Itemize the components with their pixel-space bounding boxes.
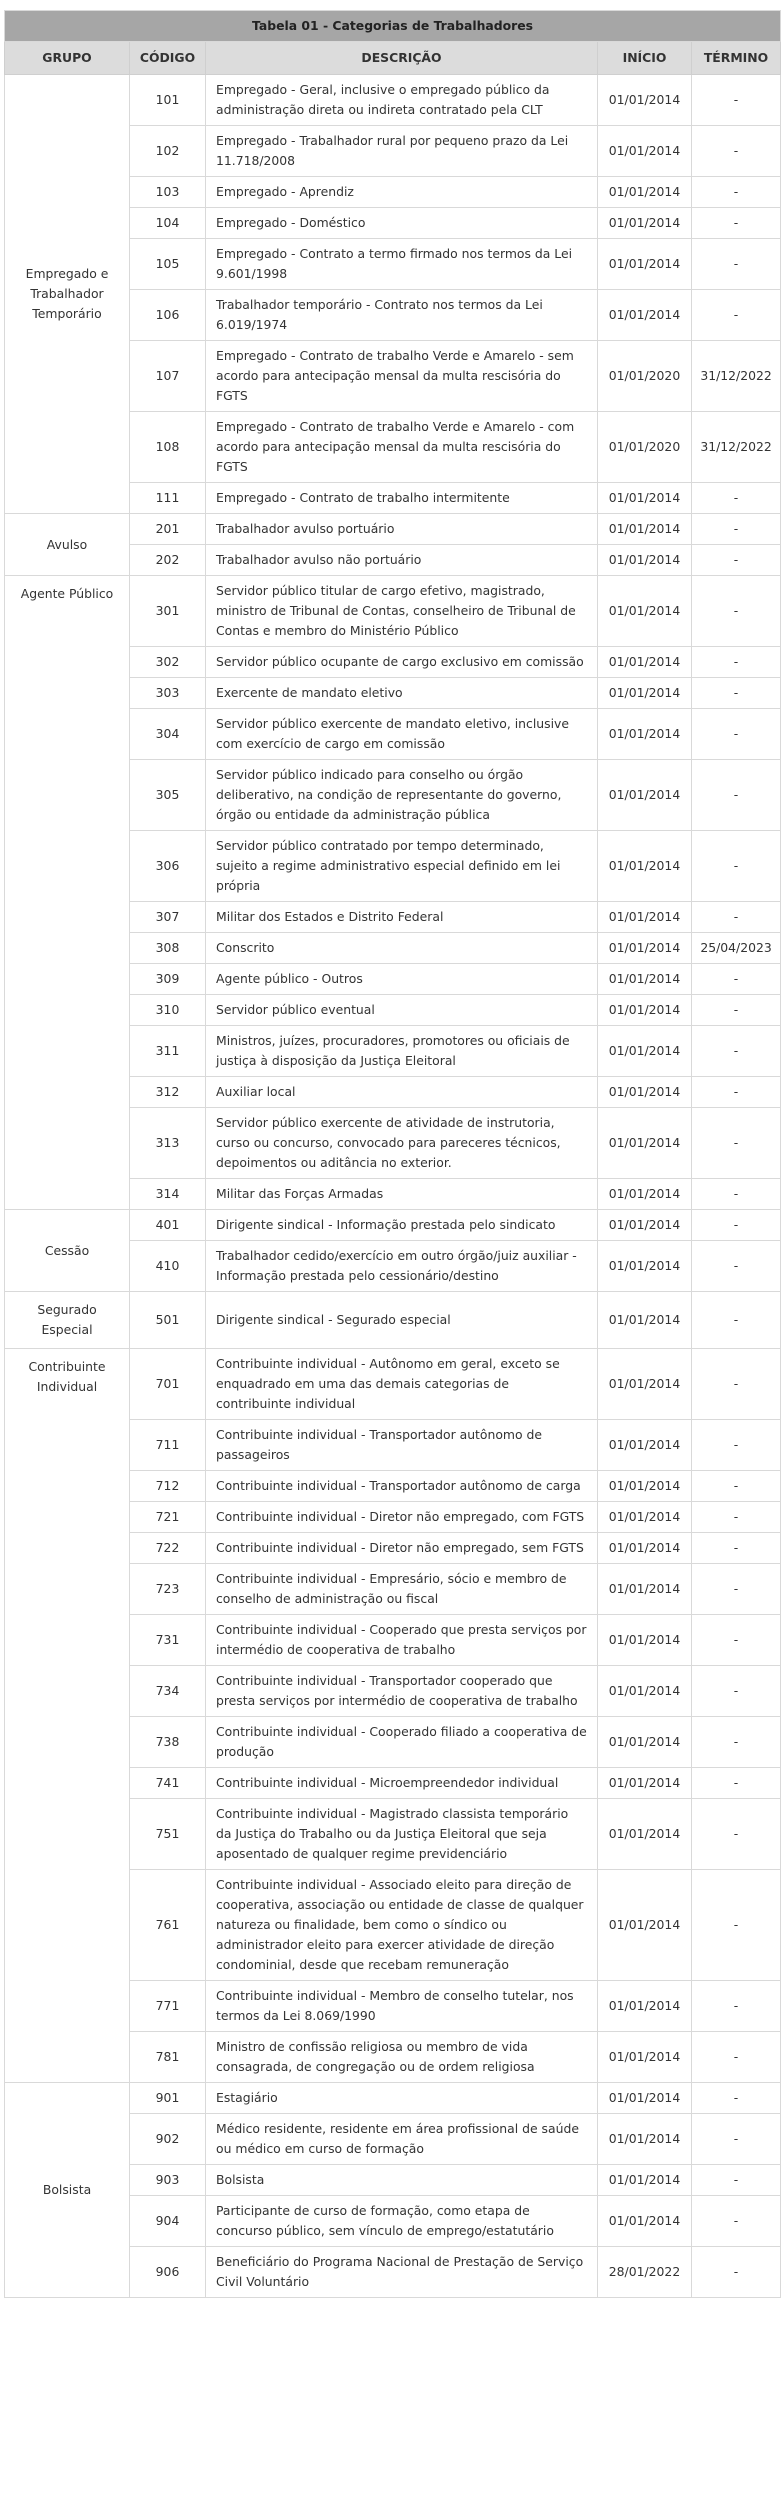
end-date-cell: - [692, 964, 781, 995]
code-cell: 308 [130, 933, 206, 964]
start-date-cell: 01/01/2014 [598, 760, 692, 831]
start-date-cell: 01/01/2014 [598, 1349, 692, 1420]
end-date-cell: - [692, 1471, 781, 1502]
description-cell: Servidor público exercente de atividade de instrutoria, curso ou concurso, convocado para pareceres técnicos, depoimentos ou aditância no exterior. [206, 1108, 598, 1179]
code-cell: 104 [130, 208, 206, 239]
code-cell: 102 [130, 126, 206, 177]
end-date-cell: - [692, 2032, 781, 2083]
description-cell: Empregado - Contrato de trabalho Verde e Amarelo - sem acordo para antecipação mensal da multa rescisória do FGTS [206, 341, 598, 412]
code-cell: 105 [130, 239, 206, 290]
table-row [5, 576, 781, 647]
end-date-cell: - [692, 1077, 781, 1108]
end-date-cell: - [692, 290, 781, 341]
description-cell: Servidor público exercente de mandato eletivo, inclusive com exercício de cargo em comissão [206, 709, 598, 760]
header-grupo: GRUPO [5, 42, 130, 75]
categories-table [4, 10, 781, 2298]
end-date-cell: - [692, 709, 781, 760]
end-date-cell: - [692, 514, 781, 545]
end-date-cell: 31/12/2022 [692, 341, 781, 412]
end-date-cell: - [692, 831, 781, 902]
code-cell: 902 [130, 2114, 206, 2165]
start-date-cell: 01/01/2014 [598, 1241, 692, 1292]
end-date-cell: - [692, 239, 781, 290]
end-date-cell: - [692, 75, 781, 126]
code-cell: 723 [130, 1564, 206, 1615]
description-cell: Contribuinte individual - Membro de conselho tutelar, nos termos da Lei 8.069/1990 [206, 1981, 598, 2032]
start-date-cell: 01/01/2014 [598, 1077, 692, 1108]
end-date-cell: - [692, 1108, 781, 1179]
code-cell: 201 [130, 514, 206, 545]
code-cell: 722 [130, 1533, 206, 1564]
start-date-cell: 01/01/2014 [598, 2114, 692, 2165]
end-date-cell: 25/04/2023 [692, 933, 781, 964]
end-date-cell: - [692, 1768, 781, 1799]
start-date-cell: 01/01/2014 [598, 964, 692, 995]
end-date-cell: - [692, 1210, 781, 1241]
start-date-cell: 01/01/2014 [598, 2165, 692, 2196]
code-cell: 501 [130, 1292, 206, 1349]
code-cell: 312 [130, 1077, 206, 1108]
start-date-cell: 01/01/2014 [598, 647, 692, 678]
end-date-cell: - [692, 545, 781, 576]
description-cell: Estagiário [206, 2083, 598, 2114]
description-cell: Auxiliar local [206, 1077, 598, 1108]
end-date-cell: - [692, 208, 781, 239]
description-cell: Empregado - Contrato a termo firmado nos termos da Lei 9.601/1998 [206, 239, 598, 290]
table-row [5, 75, 781, 126]
description-cell: Servidor público ocupante de cargo exclusivo em comissão [206, 647, 598, 678]
description-cell: Ministros, juízes, procuradores, promotores ou oficiais de justiça à disposição da Justiça Eleitoral [206, 1026, 598, 1077]
description-cell: Agente público - Outros [206, 964, 598, 995]
end-date-cell: - [692, 1533, 781, 1564]
end-date-cell: - [692, 1717, 781, 1768]
description-cell: Ministro de confissão religiosa ou membro de vida consagrada, de congregação ou de ordem religiosa [206, 2032, 598, 2083]
code-cell: 107 [130, 341, 206, 412]
description-cell: Bolsista [206, 2165, 598, 2196]
group-cell: Cessão [5, 1210, 130, 1292]
code-cell: 303 [130, 678, 206, 709]
group-cell: Contribuinte Individual [5, 1349, 130, 2083]
description-cell: Empregado - Geral, inclusive o empregado público da administração direta ou indireta contratado pela CLT [206, 75, 598, 126]
header-descricao: DESCRIÇÃO [206, 42, 598, 75]
start-date-cell: 01/01/2014 [598, 1292, 692, 1349]
start-date-cell: 01/01/2014 [598, 1210, 692, 1241]
code-cell: 401 [130, 1210, 206, 1241]
start-date-cell: 01/01/2014 [598, 1502, 692, 1533]
description-cell: Trabalhador avulso portuário [206, 514, 598, 545]
start-date-cell: 01/01/2014 [598, 239, 692, 290]
description-cell: Empregado - Contrato de trabalho intermitente [206, 483, 598, 514]
code-cell: 310 [130, 995, 206, 1026]
start-date-cell: 01/01/2014 [598, 1471, 692, 1502]
start-date-cell: 01/01/2014 [598, 75, 692, 126]
end-date-cell: - [692, 177, 781, 208]
description-cell: Contribuinte individual - Empresário, sócio e membro de conselho de administração ou fiscal [206, 1564, 598, 1615]
categories-table-container [4, 10, 780, 2298]
header-termino: TÉRMINO [692, 42, 781, 75]
description-cell: Militar das Forças Armadas [206, 1179, 598, 1210]
start-date-cell: 01/01/2020 [598, 341, 692, 412]
code-cell: 108 [130, 412, 206, 483]
description-cell: Médico residente, residente em área profissional de saúde ou médico em curso de formação [206, 2114, 598, 2165]
start-date-cell: 01/01/2014 [598, 514, 692, 545]
start-date-cell: 01/01/2014 [598, 1615, 692, 1666]
code-cell: 741 [130, 1768, 206, 1799]
end-date-cell: - [692, 2165, 781, 2196]
start-date-cell: 01/01/2014 [598, 1799, 692, 1870]
code-cell: 410 [130, 1241, 206, 1292]
description-cell: Contribuinte individual - Cooperado que presta serviços por intermédio de cooperativa de trabalho [206, 1615, 598, 1666]
table-header-row [5, 42, 781, 75]
code-cell: 904 [130, 2196, 206, 2247]
group-cell: Avulso [5, 514, 130, 576]
start-date-cell: 01/01/2014 [598, 1717, 692, 1768]
description-cell: Contribuinte individual - Transportador cooperado que presta serviços por intermédio de cooperativa de trabalho [206, 1666, 598, 1717]
start-date-cell: 01/01/2014 [598, 2083, 692, 2114]
description-cell: Trabalhador cedido/exercício em outro órgão/juiz auxiliar - Informação prestada pelo cessionário/destino [206, 1241, 598, 1292]
end-date-cell: - [692, 1799, 781, 1870]
table-title: Tabela 01 - Categorias de Trabalhadores [5, 11, 781, 42]
code-cell: 712 [130, 1471, 206, 1502]
start-date-cell: 01/01/2014 [598, 290, 692, 341]
description-cell: Servidor público titular de cargo efetivo, magistrado, ministro de Tribunal de Contas, conselheiro de Tribunal de Contas e membro do Ministério Público [206, 576, 598, 647]
code-cell: 731 [130, 1615, 206, 1666]
end-date-cell: - [692, 1502, 781, 1533]
end-date-cell: - [692, 2114, 781, 2165]
code-cell: 738 [130, 1717, 206, 1768]
group-cell: Empregado e Trabalhador Temporário [5, 75, 130, 514]
start-date-cell: 01/01/2014 [598, 1533, 692, 1564]
code-cell: 734 [130, 1666, 206, 1717]
code-cell: 306 [130, 831, 206, 902]
code-cell: 771 [130, 1981, 206, 2032]
start-date-cell: 01/01/2014 [598, 1108, 692, 1179]
start-date-cell: 01/01/2014 [598, 1179, 692, 1210]
start-date-cell: 01/01/2014 [598, 2196, 692, 2247]
start-date-cell: 01/01/2014 [598, 2032, 692, 2083]
description-cell: Exercente de mandato eletivo [206, 678, 598, 709]
start-date-cell: 01/01/2014 [598, 1768, 692, 1799]
end-date-cell: - [692, 1292, 781, 1349]
start-date-cell: 01/01/2014 [598, 483, 692, 514]
start-date-cell: 01/01/2014 [598, 933, 692, 964]
start-date-cell: 28/01/2022 [598, 2247, 692, 2298]
start-date-cell: 01/01/2014 [598, 1026, 692, 1077]
description-cell: Trabalhador avulso não portuário [206, 545, 598, 576]
group-cell: Segurado Especial [5, 1292, 130, 1349]
description-cell: Dirigente sindical - Segurado especial [206, 1292, 598, 1349]
end-date-cell: - [692, 576, 781, 647]
table-title-row [5, 11, 781, 42]
end-date-cell: - [692, 1179, 781, 1210]
header-codigo: CÓDIGO [130, 42, 206, 75]
description-cell: Contribuinte individual - Associado eleito para direção de cooperativa, associação ou entidade de classe de qualquer natureza ou finalidade, bem como o síndico ou administrador eleito para exercer atividade de direção condominial, desde que recebam remuneração [206, 1870, 598, 1981]
code-cell: 761 [130, 1870, 206, 1981]
code-cell: 304 [130, 709, 206, 760]
description-cell: Servidor público contratado por tempo determinado, sujeito a regime administrativo especial definido em lei própria [206, 831, 598, 902]
description-cell: Empregado - Doméstico [206, 208, 598, 239]
end-date-cell: - [692, 902, 781, 933]
description-cell: Contribuinte individual - Microempreendedor individual [206, 1768, 598, 1799]
end-date-cell: - [692, 1666, 781, 1717]
end-date-cell: - [692, 1241, 781, 1292]
table-row [5, 1349, 781, 1420]
end-date-cell: - [692, 1349, 781, 1420]
end-date-cell: - [692, 678, 781, 709]
description-cell: Empregado - Trabalhador rural por pequeno prazo da Lei 11.718/2008 [206, 126, 598, 177]
code-cell: 101 [130, 75, 206, 126]
code-cell: 103 [130, 177, 206, 208]
start-date-cell: 01/01/2014 [598, 709, 692, 760]
code-cell: 311 [130, 1026, 206, 1077]
end-date-cell: - [692, 483, 781, 514]
description-cell: Dirigente sindical - Informação prestada pelo sindicato [206, 1210, 598, 1241]
description-cell: Contribuinte individual - Diretor não empregado, com FGTS [206, 1502, 598, 1533]
start-date-cell: 01/01/2014 [598, 1564, 692, 1615]
code-cell: 751 [130, 1799, 206, 1870]
start-date-cell: 01/01/2014 [598, 1666, 692, 1717]
start-date-cell: 01/01/2014 [598, 177, 692, 208]
description-cell: Empregado - Contrato de trabalho Verde e Amarelo - com acordo para antecipação mensal da multa rescisória do FGTS [206, 412, 598, 483]
end-date-cell: - [692, 2083, 781, 2114]
start-date-cell: 01/01/2014 [598, 208, 692, 239]
code-cell: 901 [130, 2083, 206, 2114]
code-cell: 906 [130, 2247, 206, 2298]
description-cell: Contribuinte individual - Magistrado classista temporário da Justiça do Trabalho ou da Justiça Eleitoral que seja aposentado de qualquer regime previdenciário [206, 1799, 598, 1870]
table-row [5, 1292, 781, 1349]
code-cell: 903 [130, 2165, 206, 2196]
code-cell: 106 [130, 290, 206, 341]
end-date-cell: - [692, 1870, 781, 1981]
start-date-cell: 01/01/2014 [598, 545, 692, 576]
description-cell: Contribuinte individual - Transportador autônomo de carga [206, 1471, 598, 1502]
code-cell: 302 [130, 647, 206, 678]
start-date-cell: 01/01/2014 [598, 902, 692, 933]
code-cell: 721 [130, 1502, 206, 1533]
group-cell: Bolsista [5, 2083, 130, 2298]
end-date-cell: - [692, 1564, 781, 1615]
description-cell: Contribuinte individual - Cooperado filiado a cooperativa de produção [206, 1717, 598, 1768]
table-row [5, 2083, 781, 2114]
code-cell: 111 [130, 483, 206, 514]
start-date-cell: 01/01/2014 [598, 1870, 692, 1981]
start-date-cell: 01/01/2014 [598, 1420, 692, 1471]
end-date-cell: - [692, 2196, 781, 2247]
description-cell: Participante de curso de formação, como etapa de concurso público, sem vínculo de emprego/estatutário [206, 2196, 598, 2247]
table-row [5, 514, 781, 545]
code-cell: 781 [130, 2032, 206, 2083]
code-cell: 301 [130, 576, 206, 647]
code-cell: 314 [130, 1179, 206, 1210]
description-cell: Beneficiário do Programa Nacional de Prestação de Serviço Civil Voluntário [206, 2247, 598, 2298]
start-date-cell: 01/01/2014 [598, 995, 692, 1026]
end-date-cell: - [692, 760, 781, 831]
end-date-cell: - [692, 1615, 781, 1666]
description-cell: Contribuinte individual - Autônomo em geral, exceto se enquadrado em uma das demais categorias de contribuinte individual [206, 1349, 598, 1420]
end-date-cell: - [692, 995, 781, 1026]
group-cell: Agente Público [5, 576, 130, 1210]
end-date-cell: - [692, 1026, 781, 1077]
end-date-cell: - [692, 1981, 781, 2032]
description-cell: Militar dos Estados e Distrito Federal [206, 902, 598, 933]
start-date-cell: 01/01/2014 [598, 678, 692, 709]
code-cell: 711 [130, 1420, 206, 1471]
table-row [5, 1210, 781, 1241]
code-cell: 309 [130, 964, 206, 995]
description-cell: Conscrito [206, 933, 598, 964]
code-cell: 701 [130, 1349, 206, 1420]
end-date-cell: - [692, 126, 781, 177]
table-body [5, 75, 781, 2298]
description-cell: Contribuinte individual - Transportador autônomo de passageiros [206, 1420, 598, 1471]
start-date-cell: 01/01/2014 [598, 576, 692, 647]
description-cell: Empregado - Aprendiz [206, 177, 598, 208]
header-inicio: INÍCIO [598, 42, 692, 75]
description-cell: Servidor público eventual [206, 995, 598, 1026]
end-date-cell: - [692, 647, 781, 678]
start-date-cell: 01/01/2020 [598, 412, 692, 483]
start-date-cell: 01/01/2014 [598, 1981, 692, 2032]
code-cell: 307 [130, 902, 206, 933]
start-date-cell: 01/01/2014 [598, 126, 692, 177]
description-cell: Servidor público indicado para conselho ou órgão deliberativo, na condição de representante do governo, órgão ou entidade da administração pública [206, 760, 598, 831]
description-cell: Contribuinte individual - Diretor não empregado, sem FGTS [206, 1533, 598, 1564]
code-cell: 305 [130, 760, 206, 831]
description-cell: Trabalhador temporário - Contrato nos termos da Lei 6.019/1974 [206, 290, 598, 341]
code-cell: 313 [130, 1108, 206, 1179]
code-cell: 202 [130, 545, 206, 576]
start-date-cell: 01/01/2014 [598, 831, 692, 902]
end-date-cell: - [692, 1420, 781, 1471]
end-date-cell: - [692, 2247, 781, 2298]
end-date-cell: 31/12/2022 [692, 412, 781, 483]
